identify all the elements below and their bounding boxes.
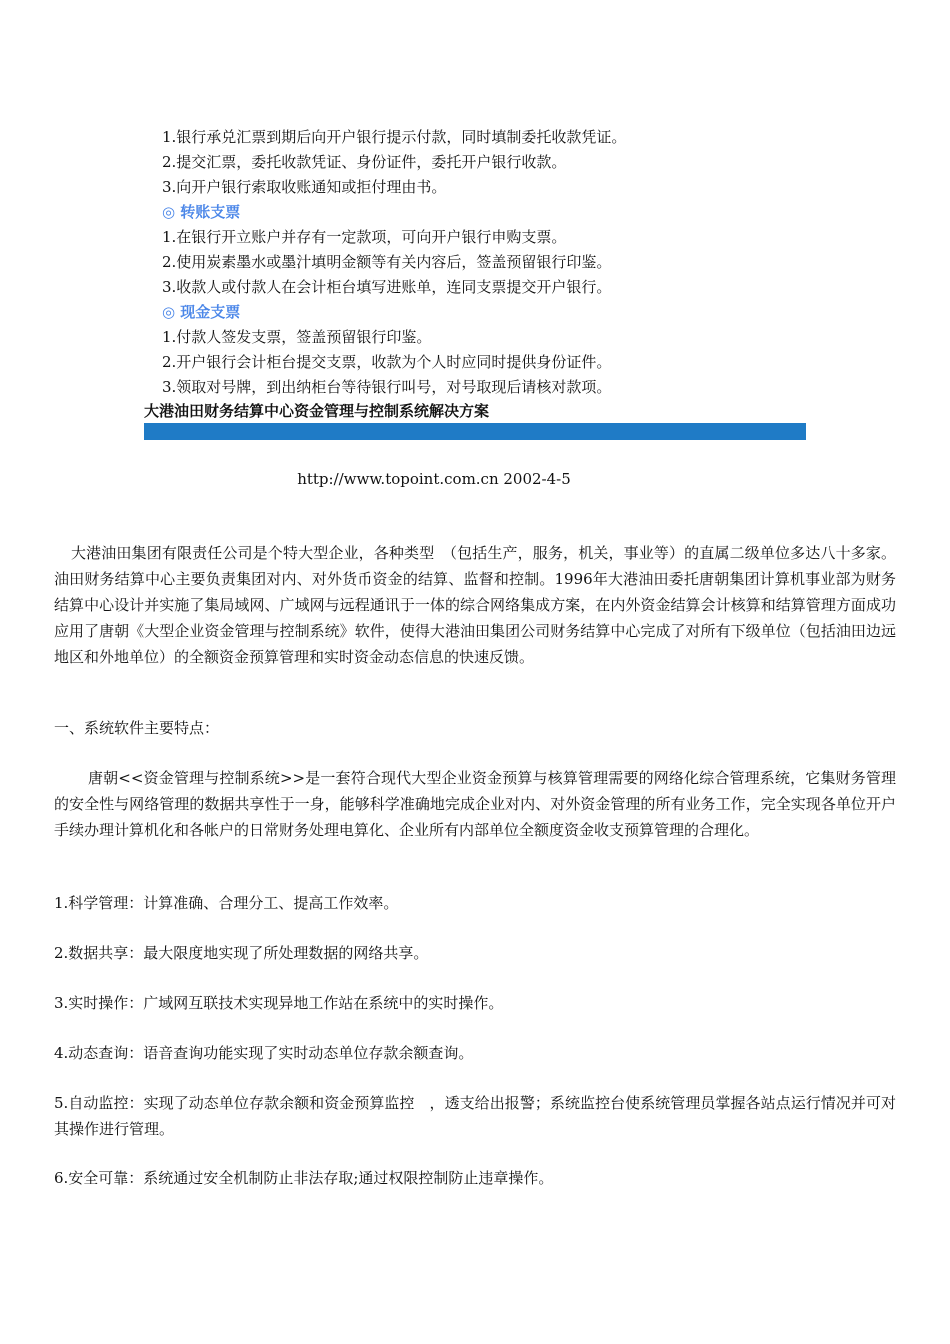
list-item: 2.使用炭素墨水或墨汁填明金额等有关内容后，签盖预留银行印鉴。: [162, 253, 612, 271]
list-item: 1.在银行开立账户并存有一定款项，可向开户银行申购支票。: [162, 228, 567, 246]
feature-item: 6.安全可靠：系统通过安全机制防止非法存取;通过权限控制防止违章操作。: [54, 1169, 554, 1187]
feature-item: 3.实时操作：广域网互联技术实现异地工作站在系统中的实时操作。: [54, 994, 504, 1012]
list-item: 3.收款人或付款人在会计柜台填写进账单，连同支票提交开户银行。: [162, 278, 612, 296]
list-item: 3.领取对号牌，到出纳柜台等待银行叫号，对号取现后请核对款项。: [162, 378, 612, 396]
procedure-list: [162, 125, 812, 400]
list-item: 1.银行承兑汇票到期后向开户银行提示付款，同时填制委托收款凭证。: [162, 128, 627, 146]
section-heading-cash-check: ◎ 现金支票: [162, 303, 241, 321]
feature-item: 4.动态查询：语音查询功能实现了实时动态单位存款余额查询。: [54, 1044, 474, 1062]
list-item: 2.提交汇票，委托收款凭证、身份证件，委托开户银行收款。: [162, 153, 567, 171]
section-intro-paragraph: 唐朝<<资金管理与控制系统>>是一套符合现代大型企业资金预算与核算管理需要的网络化综合管理系统，它集财务管理的安全性与网络管理的数据共享性于一身，能够科学准确地完成企业对内、对外资金管理的所有业务工作，完全实现各单位开户手续办理计算机化和各帐户的日常财务处理电算化、企业所有内部单位全额度资金收支预算管理的合理化。: [54, 769, 896, 839]
title-divider-bar: [144, 423, 806, 440]
article-title: 大港油田财务结算中心资金管理与控制系统解决方案: [144, 402, 490, 420]
feature-item: 2.数据共享：最大限度地实现了所处理数据的网络共享。: [54, 944, 429, 962]
list-item: 1.付款人签发支票，签盖预留银行印鉴。: [162, 328, 432, 346]
feature-item: 1.科学管理：计算准确、合理分工、提高工作效率。: [54, 894, 399, 912]
intro-paragraph: 大港油田集团有限责任公司是个特大型企业，各种类型 （包括生产，服务，机关，事业等）的直属二级单位多达八十多家。油田财务结算中心主要负责集团对内、对外货币资金的结算、监督和控制。1996年大港油田委托唐朝集团计算机事业部为财务结算中心设计并实施了集局域网、广域网与远程通讯于一体的综合网络集成方案，在内外资金结算会计核算和结算管理方面成功应用了唐朝《大型企业资金管理与控制系统》软件，使得大港油田集团公司财务结算中心完成了对所有下级单位（包括油田边远地区和外地单位）的全额资金预算管理和实时资金动态信息的快速反馈。: [54, 544, 896, 666]
list-item: 3.向开户银行索取收账通知或拒付理由书。: [162, 178, 447, 196]
feature-item: 5.自动监控：实现了动态单位存款余额和资金预算监控 ，透支给出报警；系统监控台使系统管理员掌握各站点运行情况并可对其操作进行管理。: [54, 1094, 896, 1138]
article-source: http://www.topoint.com.cn 2002-4-5: [297, 470, 571, 488]
list-item: 2.开户银行会计柜台提交支票，收款为个人时应同时提供身份证件。: [162, 353, 612, 371]
section-heading: 一、系统软件主要特点：: [54, 719, 220, 737]
section-heading-transfer-check: ◎ 转账支票: [162, 203, 241, 221]
